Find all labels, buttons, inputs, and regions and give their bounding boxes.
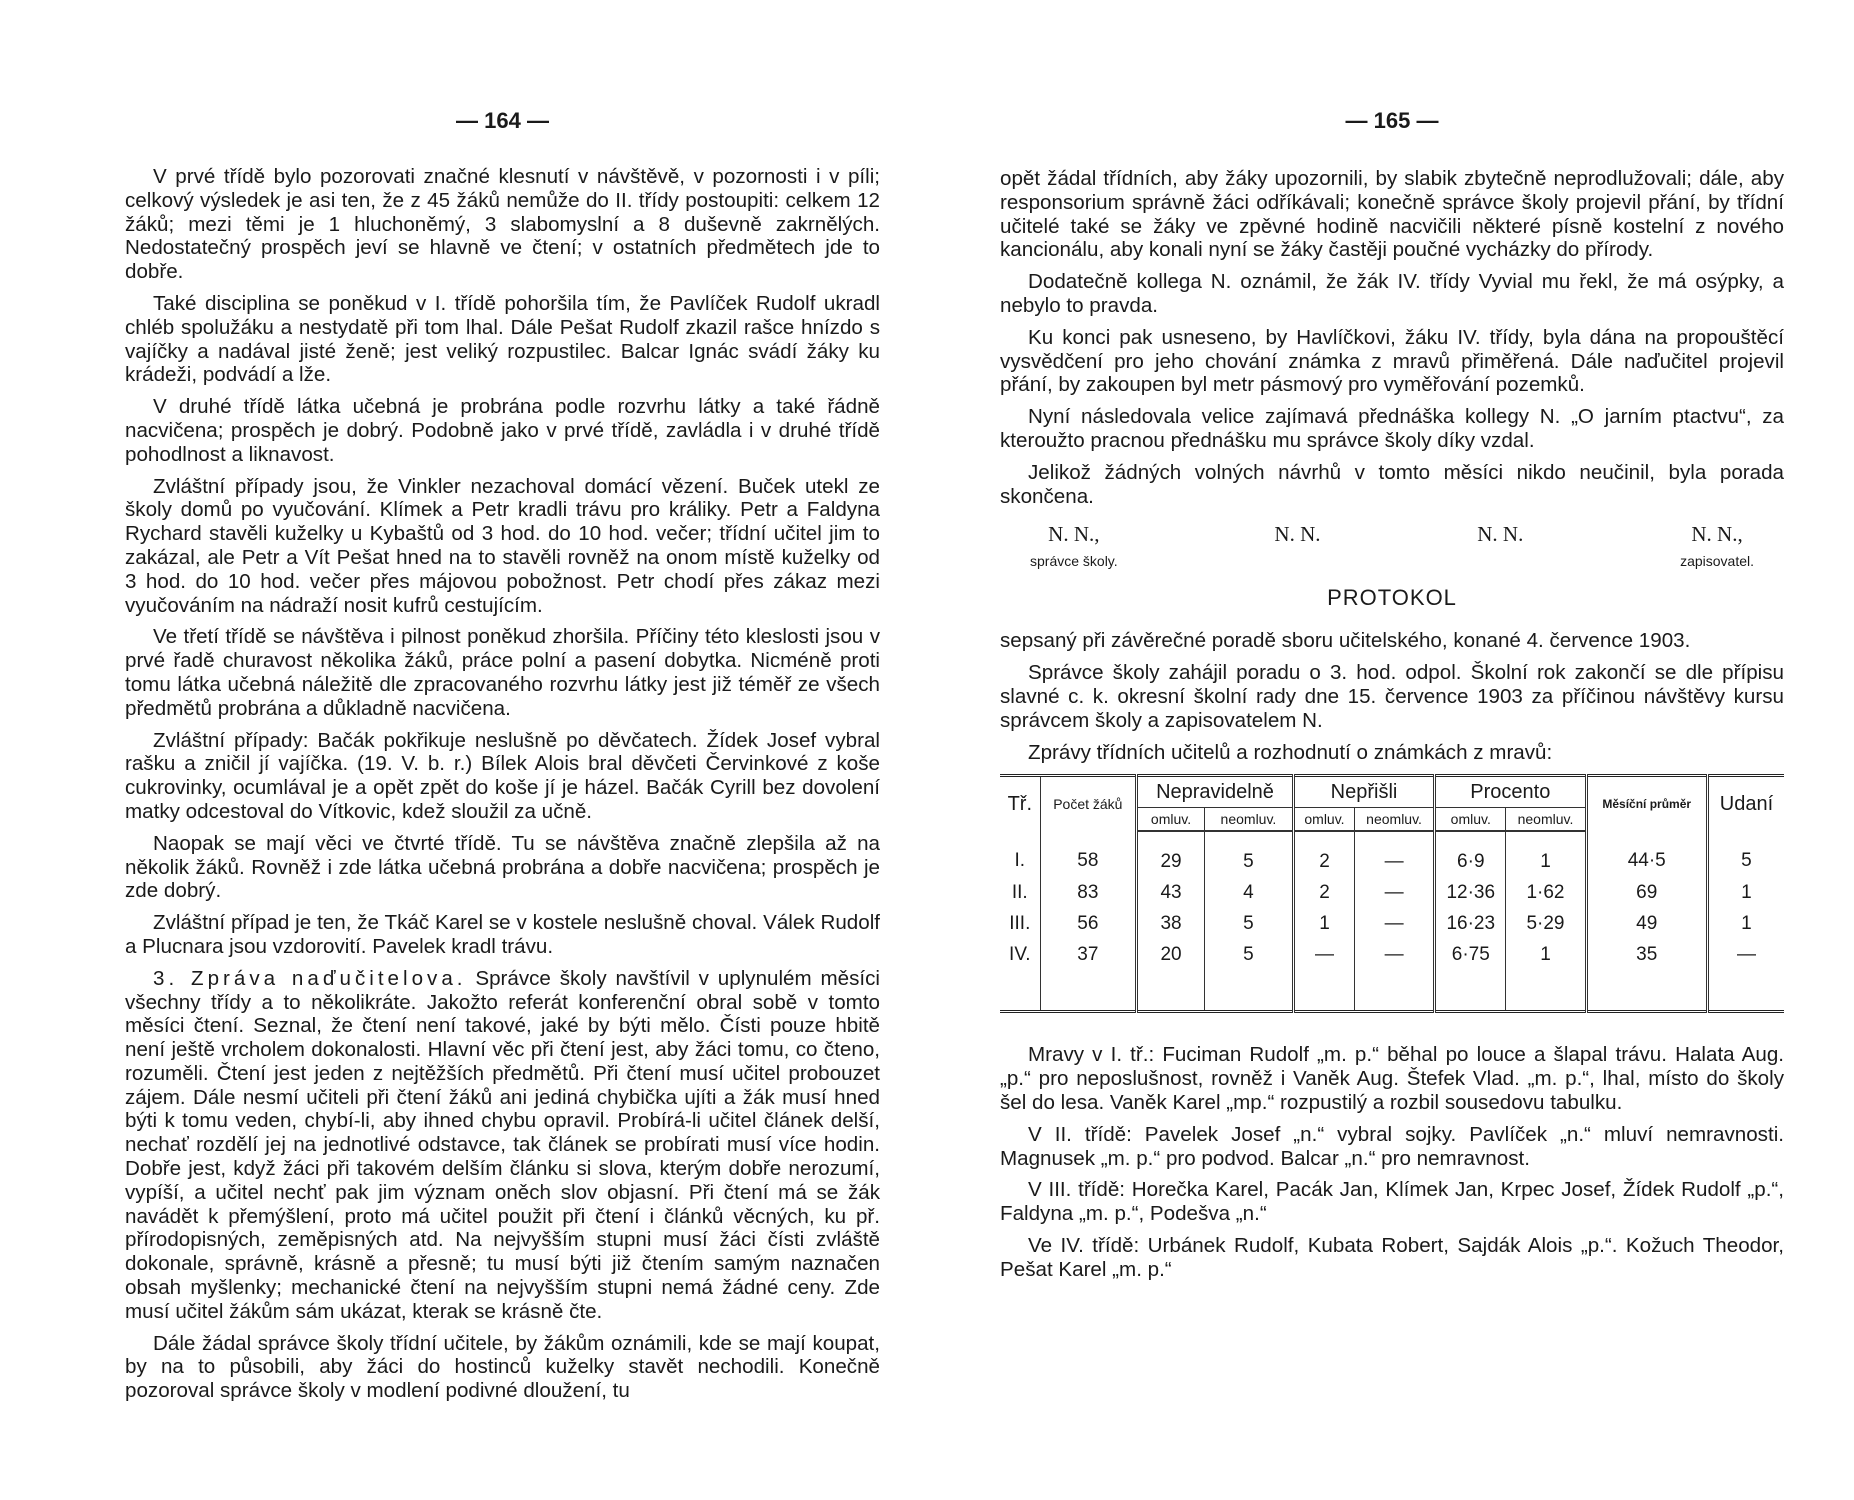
- table-cell: 1: [1506, 831, 1586, 877]
- signatures: [1030, 522, 1754, 569]
- table-cell: 69: [1586, 877, 1707, 908]
- subcol-unexcused: neomluv.: [1204, 808, 1293, 832]
- protocol-heading: PROTOKOL: [1327, 585, 1457, 611]
- table-cell: 38: [1137, 908, 1205, 939]
- signature-name: N. N.: [1274, 522, 1321, 547]
- subcol-unexcused: neomluv.: [1355, 808, 1435, 832]
- left-page-body: [125, 165, 880, 1411]
- table-cell: —: [1355, 939, 1435, 1012]
- paragraph: V III. třídě: Horečka Karel, Pacák Jan, Klímek Jan, Krpec Josef, Žídek Rudolf „p.“, Faldyna „m. p.“, Podešva „n.“: [1000, 1178, 1784, 1226]
- col-irregular: Nepravidelně: [1137, 776, 1294, 808]
- table-cell: II.: [1011, 881, 1028, 903]
- table-cell: 4: [1204, 877, 1293, 908]
- right-page-body: [1000, 167, 1784, 1290]
- paragraph: sepsaný při závěrečné poradě sboru učitelského, konané 4. července 1903.: [1000, 629, 1691, 653]
- signature-name: N. N.,: [1691, 522, 1743, 547]
- table-cell: 44·5: [1586, 831, 1707, 877]
- left-page-number: — 164 —: [456, 108, 549, 133]
- table-cell: 1: [1707, 877, 1784, 908]
- right-page: [1000, 0, 1784, 1500]
- col-class: Tř.: [1007, 792, 1033, 815]
- table-body: [1000, 831, 1784, 1012]
- table-cell: 37: [1040, 939, 1136, 1012]
- signature-role: zapisovatel.: [1680, 553, 1754, 570]
- table-row: [1000, 939, 1784, 1012]
- signature: [1477, 522, 1523, 569]
- right-page-number: — 165 —: [1345, 108, 1439, 133]
- table-cell: 2: [1293, 831, 1354, 877]
- table-cell: 6·9: [1435, 831, 1506, 877]
- table-cell: 1: [1293, 908, 1354, 939]
- table-cell: I.: [1014, 850, 1026, 872]
- table-cell: 1: [1506, 939, 1586, 1012]
- left-page: [125, 0, 880, 1500]
- table-cell: 58: [1040, 831, 1136, 877]
- section-heading-report: 3. Zpráva naďučitelova.: [153, 966, 467, 990]
- signature-name: N. N.,: [1048, 522, 1100, 547]
- paragraph: Dále žádal správce školy třídní učitele, by žákům oznámili, kde se mají koupat, by na to působili, aby žáci do hostinců kuželky stavět nechodili. Konečně pozoroval správce školy v modlení podivné dloužení, tu: [125, 1331, 880, 1403]
- table-cell: 56: [1040, 908, 1136, 939]
- table-cell: —: [1293, 939, 1354, 1012]
- table-cell: 2: [1293, 877, 1354, 908]
- paragraph: Ve IV. třídě: Urbánek Rudolf, Kubata Robert, Sajdák Alois „p.“. Kožuch Theodor, Pešat Karel „m. p.“: [1000, 1233, 1784, 1281]
- paragraph: Nyní následovala velice zajímavá přednáška kollegy N. „O jarním ptactvu“, za kteroužto pracnou přednášku mu správce školy díky vzdal.: [1000, 405, 1784, 452]
- paragraph: Správce školy zahájil poradu o 3. hod. odpol. Školní rok zakončí se dle přípisu slavné c. k. okresní školní rady dne 15. července 1903 za příčinou návštěvy kursu správcem školy a zapisovatelem N.: [1000, 661, 1784, 732]
- table-cell: 5·29: [1506, 908, 1586, 939]
- table-cell: 43: [1137, 877, 1205, 908]
- paragraph: V II. třídě: Pavelek Josef „n.“ vybral sojky. Pavlíček „n.“ mluví nemravnosti. Magnusek „m. p.“ pro podvod. Balcar „n.“ pro nemravnost.: [1000, 1122, 1784, 1170]
- subcol-unexcused: neomluv.: [1506, 808, 1586, 832]
- col-percent: Procento: [1435, 776, 1586, 808]
- table-cell: 83: [1040, 877, 1136, 908]
- col-absent: Nepřišli: [1293, 776, 1434, 808]
- table-cell: —: [1355, 831, 1435, 877]
- paragraph: V prvé třídě bylo pozorovati značné klesnutí v návštěvě, v pozornosti i v píli; celkový výsledek je asi ten, že z 45 žáků nemůže do II. třídy postoupiti: celkem 12 žáků; mezi těmi je 1 hluchoněmý, 3 slabomyslní a 8 duševně zakrnělých. Nedostatečný prospěch jeví se hlavně ve čtení; v ostatních předmětech jde to dobře.: [125, 165, 880, 284]
- table-cell: 1: [1707, 908, 1784, 939]
- paragraph: Zvláštní případy: Bačák pokřikuje neslušně po děvčatech. Žídek Josef vybral rašku a zničil jí vajíčka. (19. V. b. r.) Bílek Alois bral děvčeti Červinkové z koše cukrovinky, ocumlával je a opět zpět do koše jí je házel. Bačák Cyrill bez dovolení matky odcestoval do Vítkovic, kdež sloužil za učně.: [125, 728, 880, 823]
- table-row: [1000, 831, 1784, 877]
- signature-role: správce školy.: [1030, 553, 1118, 570]
- paragraph: Také disciplina se poněkud v I. třídě pohoršila tím, že Pavlíček Rudolf ukradl chléb spolužáku a nestydatě při tom lhal. Dále Pešat Rudolf zkazil rašce hnízdo s vajíčky a nadával jisté ženě; jest veliký rozpustilec. Balcar Ignác svádí žáky ku krádeži, podvádí a lže.: [125, 291, 880, 387]
- subcol-excused: omluv.: [1137, 808, 1205, 832]
- table-cell: 29: [1137, 831, 1205, 877]
- table-cell: —: [1707, 939, 1784, 1012]
- paragraph: Ve třetí třídě se návštěva i pilnost poněkud zhoršila. Příčiny této kleslosti jsou v prvé řadě churavost několika žáků, práce polní a pasení dobytka. Nicméně proti tomu látka učebná náležitě dle zpracovaného rozvrhu látky jest již téměř ze všech předmětů probrána a důkladně nacvičena.: [125, 625, 880, 720]
- paragraph: Ku konci pak usneseno, by Havlíčkovi, žáku IV. třídy, byla dána na propouštěcí vysvědčení pro jeho chování známka z mravů přiměřená. Dále naďučitel projevil přání, by zakoupen byl metr pásmový pro vyměřování pozemků.: [1000, 325, 1784, 397]
- paragraph: Zvláštní případ je ten, že Tkáč Karel se v kostele neslušně choval. Válek Rudolf a Plucnara jsou vzdorovití. Pavelek kradl trávu.: [125, 911, 880, 958]
- signature: [1274, 522, 1320, 569]
- table-cell: 5: [1204, 831, 1293, 877]
- table-cell: 5: [1204, 908, 1293, 939]
- paragraph: Mravy v I. tř.: Fuciman Rudolf „m. p.“ běhal po louce a šlapal trávu. Halata Aug. „p.“ pro neposlušnost, rovněž i Vaněk Aug. Štefek Vlad. „m. p.“, lhal, místo do školy šel do lesa. Vaněk Karel „mp.“ rozpustilý a rozbil sousedovu tabulku.: [1000, 1043, 1784, 1114]
- table-cell: 1·62: [1506, 877, 1586, 908]
- table-cell: —: [1355, 908, 1435, 939]
- table-cell: IV.: [1009, 943, 1031, 965]
- signature: [1030, 522, 1118, 569]
- paragraph-text: Správce školy navštívil v uplynulém měsíci všechny třídy a to několikráte. Jakožto referát konferenční obral sobě v tomto měsíci čtení. Seznal, že čtení není takové, jaké by býti mělo. Čísti pouze hbitě není ještě vrcholem dokonalosti. Hlavní věc při čtení jest, aby žáci tomu, co čteno, rozuměli. Čtení jest jeden z nejtěžších předmětů. Při čtení musí učitel probouzet zájem. Dále nesmí učiteli při čtení žáků ani jediná chybička ujíti a žák musí hned býti k tomu veden, chybí-li, aby ihned chybu opravil. Probírá-li učitel článek delší, nechať rozdělí jej na jednotlivé odstavce, tak článek se probírati musí více hodin. Dobře jest, když žáci při takovém delším článku si slova, kterým dobře nerozumí, vypíší, a učitel nechť pak jim význam oněch slov objasní. Při čtení má se žák navádět k přemýšlení, proto má učitel použit při čtení i článků věcných, ku př. přírodopisných, zeměpisných atd. Na nejvyšším stupni musí žáci čísti zvláště dokonale, správně, krásně a přesně; tu musí býti již čtením samým naznačen obsah myšlenky; mechanické čtení na nejvyšším stupni nemá žádné ceny. Zde musí učitel žákům sám ukázat, kterak se krásně čte.: [125, 966, 880, 1323]
- col-pupil-count: Počet žáků: [1040, 776, 1136, 832]
- paragraph: [125, 967, 880, 1324]
- table-cell: 12·36: [1435, 877, 1506, 908]
- paragraph: V druhé třídě látka učebná je probrána podle rozvrhu látky a také řádně nacvičena; prospěch je dobrý. Podobně jako v prvé třídě, zavládla i v druhé třídě pohodlnost a liknavost.: [125, 395, 880, 466]
- paragraph: opět žádal třídních, aby žáky upozornili, by slabik zbytečně neprodlužovali; dále, aby responsorium správně žáci odříkávali; konečně správce školy projevil přání, by třídní učitelé také se žáky ve zpěvné hodině nacvičili některé písně kostelní z nového kancionálu, aby konali nyní se žáky častěji poučné vycházky do přírody.: [1000, 167, 1784, 262]
- table-cell: 20: [1137, 939, 1205, 1012]
- paragraph: Dodatečně kollega N. oznámil, že žák IV. třídy Vyvial mu řekl, že má osýpky, a nebylo to pravda.: [1000, 270, 1784, 317]
- attendance-table: [1000, 774, 1784, 1013]
- table-cell: 49: [1586, 908, 1707, 939]
- subcol-excused: omluv.: [1293, 808, 1354, 832]
- table-cell: —: [1355, 877, 1435, 908]
- table-cell: 5: [1707, 831, 1784, 877]
- paragraph: Naopak se mají věci ve čtvrté třídě. Tu se návštěva značně zlepšila až na několik žáků. Rovněž i zde látka učebná probrána a dobře nacvičena; prospěch je zde dobrý.: [125, 831, 880, 903]
- paragraph: Zvláštní případy jsou, že Vinkler nezachoval domácí vězení. Buček utekl ze školy domů po vyučování. Klímek a Petr kradli trávu pro králiky. Petr a Faldyna Rychard stavěli kuželky u Kybaštů od 3 hod. do 10 hod. večer; třídní učitel jim to zakázal, ale Petr a Vít Pešat hned na to stavěli rovněž na onom místě kuželky od 3 hod. do 10 hod. večer přes májovou pobožnost. Petr chodí přes zákaz mezi vyučováním na nádraží nosit kufrů cestujícím.: [125, 474, 880, 617]
- table-cell: 35: [1586, 939, 1707, 1012]
- table-cell: III.: [1009, 912, 1031, 934]
- signature: [1680, 522, 1754, 569]
- signature-name: N. N.: [1477, 522, 1524, 547]
- paragraph: Jelikož žádných volných návrhů v tomto měsíci nikdo neučinil, byla porada skončena.: [1000, 460, 1784, 508]
- table-cell: 5: [1204, 939, 1293, 1012]
- subcol-excused: omluv.: [1435, 808, 1506, 832]
- table-row: [1000, 877, 1784, 908]
- table-row: [1000, 908, 1784, 939]
- paragraph: Zprávy třídních učitelů a rozhodnutí o známkách z mravů:: [1028, 740, 1553, 764]
- col-reported: Udaní: [1707, 776, 1784, 832]
- table-cell: 16·23: [1435, 908, 1506, 939]
- table-cell: 6·75: [1435, 939, 1506, 1012]
- col-monthly-average: Měsíční průměr: [1586, 776, 1707, 832]
